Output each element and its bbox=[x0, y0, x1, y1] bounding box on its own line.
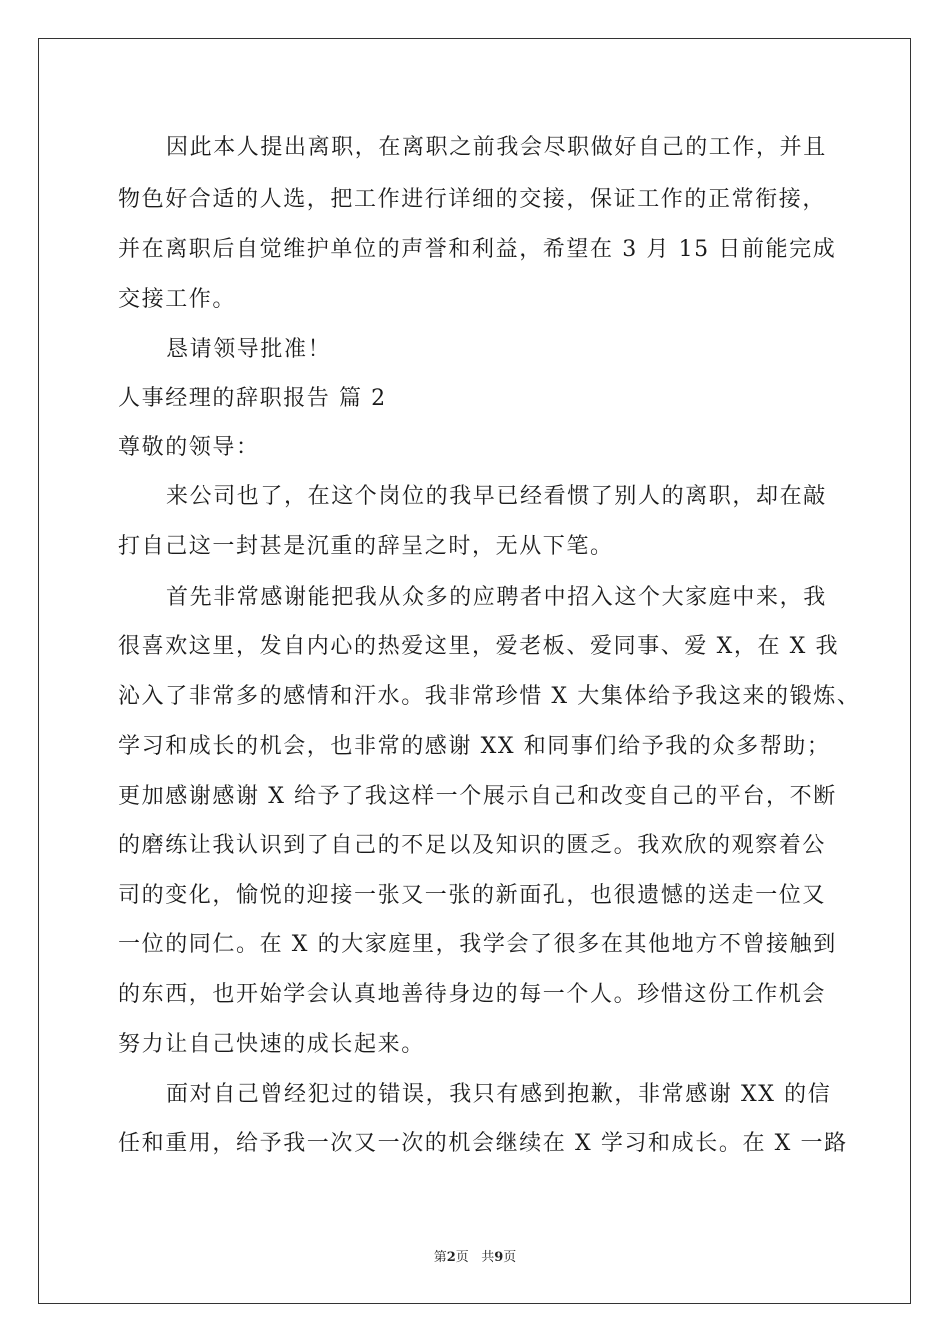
paragraph-line: 因此本人提出离职，在离职之前我会尽职做好自己的工作，并且 bbox=[166, 135, 827, 160]
paragraph-line: 面对自己曾经犯过的错误，我只有感到抱歉，非常感谢 XX 的信 bbox=[166, 1082, 832, 1107]
paragraph-line: 沁入了非常多的感情和汗水。我非常珍惜 X 大集体给予我这来的锻炼、 bbox=[118, 684, 861, 709]
paragraph-line: 很喜欢这里，发自内心的热爱这里，爱老板、爱同事、爱 X，在 X 我 bbox=[118, 634, 840, 659]
paragraph-line: 的磨练让我认识到了自己的不足以及知识的匮乏。我欢欣的观察着公 bbox=[118, 833, 827, 858]
page-suffix: 页 bbox=[455, 1250, 469, 1265]
total-prefix: 共 bbox=[481, 1250, 495, 1265]
paragraph-line: 一位的同仁。在 X 的大家庭里，我学会了很多在其他地方不曾接触到 bbox=[118, 932, 837, 957]
paragraph-line: 并在离职后自觉维护单位的声誉和利益，希望在 3 月 15 日前能完成 bbox=[118, 237, 837, 262]
salutation: 尊敬的领导： bbox=[118, 435, 260, 460]
page-number: 2 bbox=[446, 1250, 456, 1265]
paragraph-line: 学习和成长的机会，也非常的感谢 XX 和同事们给予我的众多帮助； bbox=[118, 734, 831, 759]
paragraph-line: 努力让自己快速的成长起来。 bbox=[118, 1032, 425, 1057]
paragraph-line: 恳请领导批准！ bbox=[166, 337, 332, 362]
section-heading: 人事经理的辞职报告 篇 2 bbox=[118, 386, 387, 411]
paragraph-line: 打自己这一封甚是沉重的辞呈之时，无从下笔。 bbox=[118, 534, 614, 559]
paragraph-line: 首先非常感谢能把我从众多的应聘者中招入这个大家庭中来，我 bbox=[166, 585, 827, 610]
total-suffix: 页 bbox=[503, 1250, 517, 1265]
page-prefix: 第 bbox=[433, 1250, 447, 1265]
paragraph-line: 来公司也了，在这个岗位的我早已经看惯了别人的离职，却在敲 bbox=[166, 484, 827, 509]
paragraph-line: 物色好合适的人选，把工作进行详细的交接，保证工作的正常衔接， bbox=[118, 187, 827, 212]
paragraph-line: 的东西，也开始学会认真地善待身边的每一个人。珍惜这份工作机会 bbox=[118, 982, 827, 1007]
total-pages: 9 bbox=[494, 1250, 504, 1265]
paragraph-line: 司的变化，愉悦的迎接一张又一张的新面孔，也很遗憾的送走一位又 bbox=[118, 883, 827, 908]
paragraph-line: 交接工作。 bbox=[118, 287, 237, 312]
page-footer bbox=[0, 1246, 950, 1265]
paragraph-line: 任和重用，给予我一次又一次的机会继续在 X 学习和成长。在 X 一路 bbox=[118, 1131, 848, 1156]
paragraph-line: 更加感谢感谢 X 给予了我这样一个展示自己和改变自己的平台，不断 bbox=[118, 784, 837, 809]
